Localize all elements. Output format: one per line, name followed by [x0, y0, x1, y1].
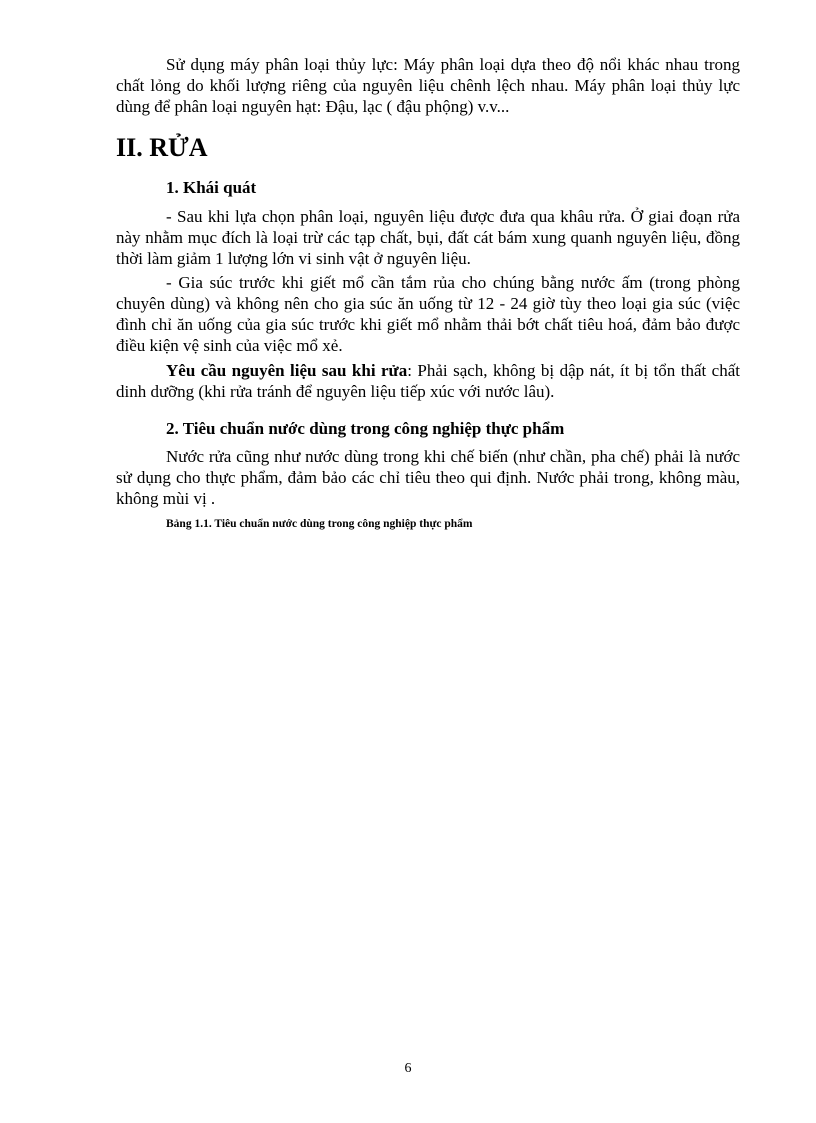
intro-paragraph: Sử dụng máy phân loại thủy lực: Máy phân loại dựa theo độ nổi khác nhau trong chất lỏng do khối lượng riêng của nguyên liệu chênh lệch nhau. Máy phân loại thủy lực dùng để phân loại nguyên hạt: Đậu, lạc ( đậu phộng) v.v... [116, 55, 740, 116]
general-paragraph-1-block [116, 206, 740, 269]
subheading-water-standard: 2. Tiêu chuẩn nước dùng trong công nghiệp thực phẩm [166, 419, 565, 438]
section-heading-block [116, 133, 740, 163]
section-heading: II. RỬA [116, 133, 208, 162]
general-paragraph-2-block [116, 272, 740, 356]
requirement-paragraph [116, 360, 740, 402]
subheading-1-block [116, 177, 740, 198]
intro-paragraph-block [116, 54, 740, 117]
requirement-label: Yêu cầu nguyên liệu sau khi rửa [166, 361, 408, 380]
table-caption-block [116, 516, 740, 532]
subheading-general: 1. Khái quát [166, 178, 257, 197]
requirement-text: : Phải sạch, không bị dập nát, ít bị tổn thất chất dinh dưỡng (khi rửa tránh để nguyên liệu tiếp xúc với nước lâu). [116, 361, 741, 401]
page-number: 6 [404, 1061, 412, 1076]
requirement-paragraph-block [116, 360, 740, 402]
water-paragraph: Nước rửa cũng như nước dùng trong khi chế biến (như chần, pha chế) phải là nước sử dụng cho thực phẩm, đảm bảo các chỉ tiêu theo qui định. Nước phải trong, không màu, không mùi vị . [116, 447, 740, 508]
subheading-2-block [116, 418, 740, 439]
table-caption: Bảng 1.1. Tiêu chuẩn nước dùng trong công nghiệp thực phẩm [166, 518, 473, 530]
general-paragraph-1: - Sau khi lựa chọn phân loại, nguyên liệu được đưa qua khâu rửa. Ở giai đoạn rửa này nhằm mục đích là loại trừ các tạp chất, bụi, đất cát bám xung quanh nguyên liệu, đồng thời làm giảm 1 lượng lớn vi sinh vật ở nguyên liệu. [116, 207, 740, 268]
general-paragraph-2: - Gia súc trước khi giết mổ cần tắm rủa cho chúng bằng nước ấm (trong phòng chuyên dùng) và không nên cho gia súc ăn uống từ 12 - 24 giờ tùy theo loại gia súc (việc đình chỉ ăn uống của gia súc trước khi giết mổ nhằm thải bớt chất tiêu hoá, đảm bảo được điều kiện vệ sinh của việc mổ xẻ. [116, 273, 740, 355]
water-paragraph-block [116, 446, 740, 509]
